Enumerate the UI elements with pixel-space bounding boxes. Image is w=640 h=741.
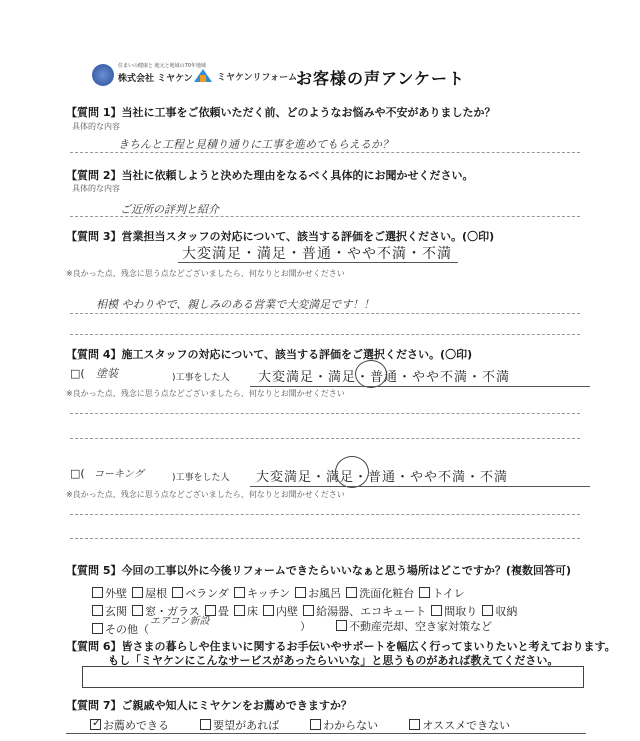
q5-option-exterior-wall[interactable]: 外壁: [92, 587, 127, 600]
q4-row2-work[interactable]: コーキング: [94, 469, 144, 480]
q3-answer[interactable]: 相模 やわりやで、親しみのある営業で大変満足です！！: [96, 298, 375, 311]
reform-logo-icon: [192, 66, 214, 84]
survey-title: お客様の声アンケート: [296, 69, 466, 88]
q4-row2-line-a: [70, 514, 580, 515]
q7-options: [90, 714, 510, 733]
q5-label: 【質問 5】今回の工事以外に今後リフォームできたらいいなぁと思う場所はどこですか？(複数回答可): [66, 564, 571, 577]
q7-option-unsure[interactable]: わからない: [310, 719, 378, 732]
q5-option-toilet[interactable]: トイレ: [419, 587, 464, 600]
q2-label: 【質問 2】当社に依頼しようと決めた理由をなるべく具体的にお聞かせください。: [66, 169, 474, 182]
q3-sub: ※良かった点、残念に思う点などございましたら、何なりとお聞かせください: [66, 269, 345, 278]
q3-rating-scale[interactable]: 大変満足・満足・普通・やや不満・不満: [182, 246, 452, 262]
q4-row1-work[interactable]: 塗装: [96, 367, 118, 380]
q5-option-other[interactable]: その他（: [92, 623, 149, 636]
q6-answer-box[interactable]: [82, 666, 584, 688]
q2-answer-line: [70, 216, 580, 217]
q4-row1-line-b: [70, 438, 580, 439]
q4-row1-underline: [250, 386, 590, 387]
q1-answer-line: [70, 152, 580, 153]
q1-sub: 具体的な内容: [72, 122, 120, 131]
q5-option-floor[interactable]: 床: [234, 605, 258, 618]
q2-answer[interactable]: ご近所の評判と紹介: [120, 203, 219, 216]
q4-row2-prefix[interactable]: □(: [70, 467, 85, 480]
q5-option-veranda[interactable]: ベランダ: [172, 587, 229, 600]
q4-row1-sub: ※良かった点、残念に思う点などございましたら、何なりとお聞かせください: [66, 389, 345, 398]
q5-row3: [92, 618, 149, 637]
q4-row1-selected-circle: [355, 360, 387, 388]
q2-sub: 具体的な内容: [72, 184, 120, 193]
company-name: 株式会社 ミヤケン: [118, 74, 193, 84]
q5-option-entrance[interactable]: 玄関: [92, 605, 127, 618]
q3-rating-underline: [178, 262, 458, 263]
q3-blank-line: [70, 334, 580, 335]
q5-option-interior-wall[interactable]: 内壁: [263, 605, 298, 618]
q6-label-1: 【質問 6】皆さまの暮らしや住まいに関するお手伝いやサポートを幅広く行ってまいりたいと考えております。: [66, 640, 616, 653]
q5-option-roof[interactable]: 屋根: [132, 587, 167, 600]
q5-option-bath[interactable]: お風呂: [295, 587, 341, 600]
q3-answer-line: [70, 313, 580, 314]
q4-row2-line-b: [70, 538, 580, 539]
q4-row2-underline: [250, 486, 590, 487]
q5-row1: [92, 582, 465, 601]
q4-row1-prefix[interactable]: □(: [70, 367, 85, 380]
reform-brand: ミヤケンリフォーム: [217, 73, 298, 83]
q5-option-kitchen[interactable]: キッチン: [234, 587, 290, 600]
q7-option-recommend[interactable]: ✓ お薦めできる: [92, 716, 169, 732]
q6-label-2: もし「ミヤケンにこんなサービスがあったらいいな」と思うものがあれば教えてください。: [108, 654, 559, 667]
q7-option-if-requested[interactable]: 要望があれば: [200, 719, 279, 732]
q5-other-value[interactable]: エアコン新設: [150, 616, 210, 627]
q4-row2-sub: ※良かった点、残念に思う点などございましたら、何なりとお聞かせください: [66, 490, 345, 499]
q1-answer[interactable]: きちんと工程と見積り通りに工事を進めてもらえるか？: [118, 138, 393, 151]
q4-row1-line-a: [70, 413, 580, 414]
company-tagline: 住まいの健康と 地元と地域の70年地域: [118, 63, 206, 69]
q4-row2-selected-circle: [335, 456, 369, 488]
q4-row2-suffix: )工事をした人: [172, 473, 230, 483]
q1-label: 【質問 1】当社に工事をご依頼いただく前、どのようなお悩みや不安がありましたか？: [66, 106, 496, 119]
q4-row2-rating-scale[interactable]: 大変満足・満足・普通・やや不満・不満: [256, 470, 509, 485]
q7-underline: [66, 733, 586, 734]
q5-option-real-estate[interactable]: 不動産売却、空き家対策など: [336, 618, 492, 634]
q7-option-not-recommend[interactable]: オススメできない: [409, 719, 510, 732]
miyaken-logo-icon: [92, 64, 114, 86]
q5-option-water-heater[interactable]: 給湯器、エコキュート: [303, 605, 426, 618]
q5-option-storage[interactable]: 収納: [482, 605, 517, 618]
q7-label: 【質問 7】ご親戚や知人にミヤケンをお薦めできますか？: [66, 699, 352, 712]
q4-label: 【質問 4】施工スタッフの対応について、該当する評価をご選択ください。(〇印): [66, 348, 473, 361]
q5-option-tatami[interactable]: 畳: [205, 605, 229, 618]
q5-option-layout[interactable]: 間取り: [431, 605, 477, 618]
q3-label: 【質問 3】営業担当スタッフの対応について、該当する評価をご選択ください。(〇印): [66, 230, 495, 243]
q4-row1-rating-scale[interactable]: 大変満足・満足・普通・やや不満・不満: [258, 370, 511, 385]
q5-other-close: ）: [300, 620, 311, 633]
q5-option-window[interactable]: 窓・ガラス: [132, 605, 200, 618]
q4-row1-suffix: )工事をした人: [172, 373, 230, 383]
q5-option-vanity[interactable]: 洗面化粧台: [346, 587, 414, 600]
